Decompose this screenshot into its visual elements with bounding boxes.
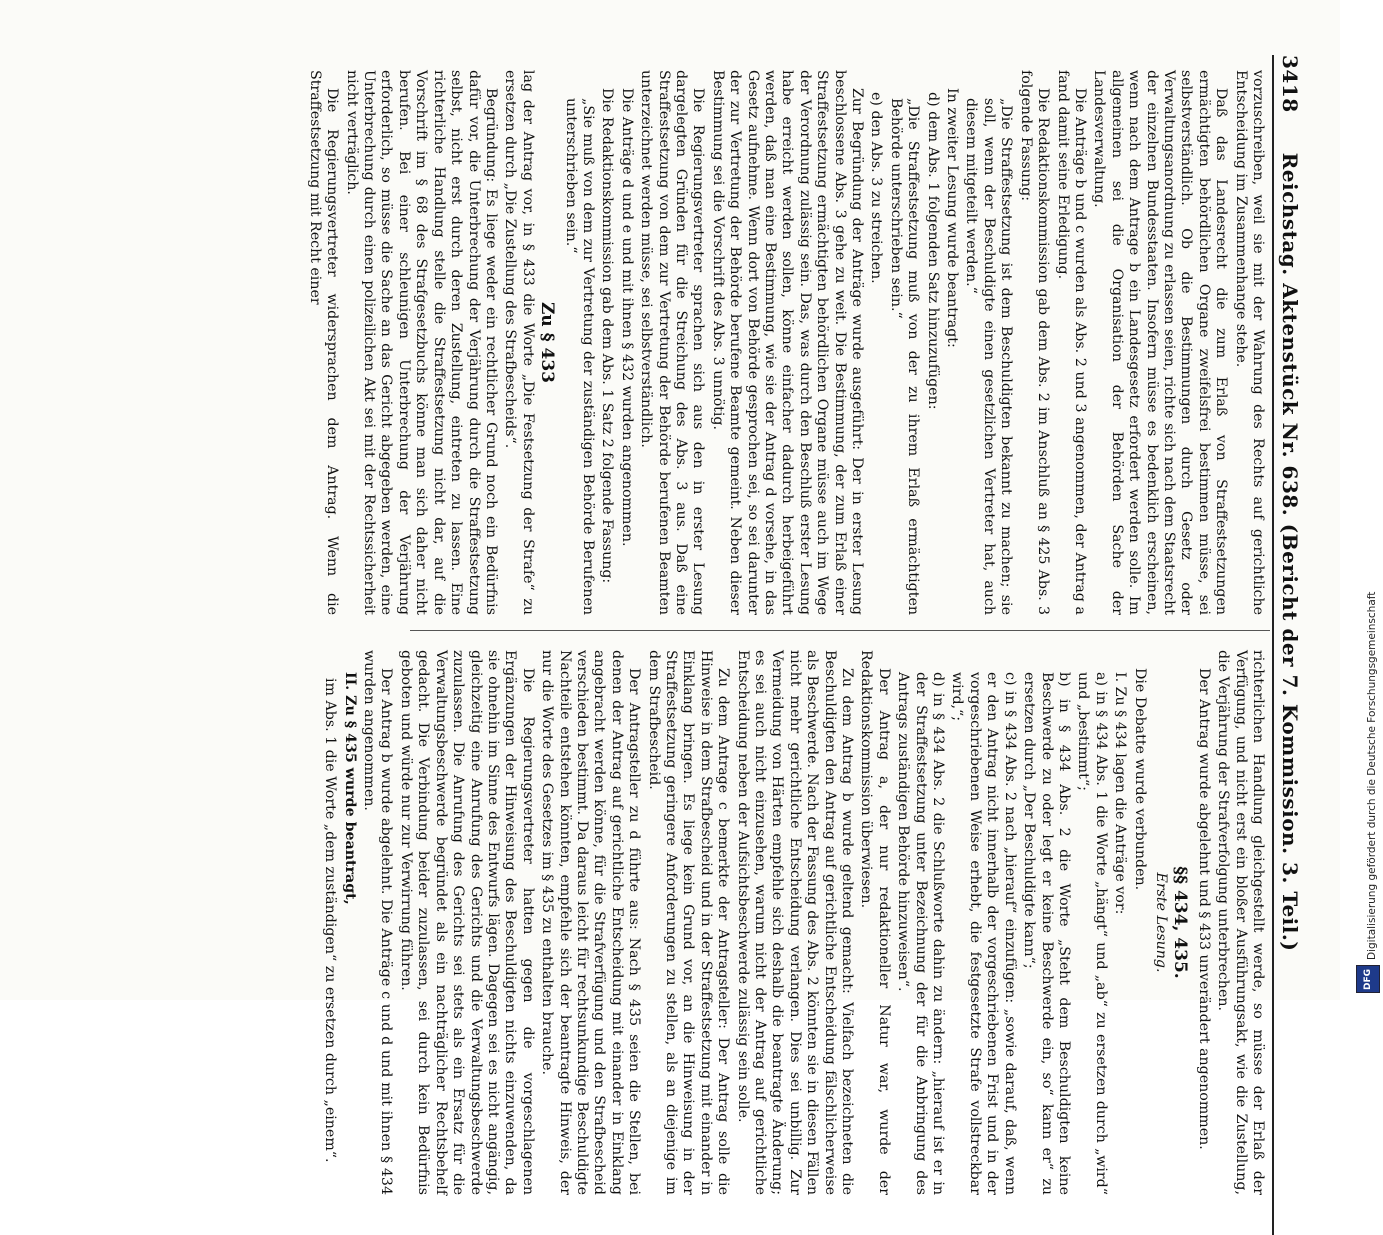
paragraph: Zu dem Antrag b wurde geltend gemacht: Vielfach bezeichneten die Beschuldigten den Antrag auf gerichtliche Entscheidung fälschlicherweise als Beschwerde. Nach der Fassung des Abs. 2 könnten sie in diesen Fällen nicht mehr gerichtliche Entscheidung verlangen. Dies sei unbillig. Zur Vermeidung von Härten empfehle sich deshalb die beantragte Änderung; es sei auch nicht einzusehen, warum nicht der Antrag auf gerichtliche Entscheidung neben der Aufsichtsbeschwerde zulässig sein solle. [734,650,856,1195]
paragraph: Die Redaktionskommission gab dem Abs. 2 im Anschluß an § 425 Abs. 3 folgende Fassung: [1017,70,1052,615]
paragraph: lag der Antrag vor, in § 433 die Worte „Die Festsetzung der Strafe“ zu ersetzen durch „Die Zustellung des Strafbescheids“. [502,70,536,615]
page-number: 3418 [1278,55,1302,113]
paragraph: d) dem Abs. 1 folgenden Satz hinzuzufügen: [924,92,941,410]
digitization-credit-strip [1355,0,1383,1000]
column-divider [410,630,1270,631]
paragraph: In zweiter Lesung wurde beantragt: [944,88,961,348]
paragraph: Begründung: Es liege weder ein rechtlicher Grund noch ein Bedürfnis dafür vor, die Unterbrechung der Verjährung durch die Straffestsetzung selbst, nicht erst durch deren Zustellung, eintreten zu lassen. Eine richterliche Handlung stelle die Straffestsetzung nicht dar, auf die Vorschrift im § 68 des Strafgesetzbuchs könne man sich daher nicht berufen. Bei einer schleunigen Unterbrechung der Verjährung erforderlich, so müsse die Sache an das Gericht abgegeben werden, eine Unterbrechung durch einen polizeilichen Akt sei mit der Rechtssicherheit nicht verträglich. [343,70,499,615]
paragraph: „Sie muß von dem zur Vertretung der zuständigen Behörde Berufenen unterschrieben sein.“ [562,98,596,615]
paragraph: „Die Straffestsetzung muß von der zu ihrem Erlaß ermächtigten Behörde unterschrieben sein.“ [887,98,922,615]
left-text-column [303,70,1266,615]
paragraph: b) in § 434 Abs. 2 die Worte „Steht dem Beschuldigten keine Beschwerde zu oder legt er keine Beschwerde ein, so“ kann er“ zu ersetzen durch „Der Beschuldigte kann“; [1021,672,1072,1195]
right-text-column [319,650,1266,1195]
paragraph: Der Antrag wurde abgelehnt und § 433 unverändert angenommen. [1195,668,1212,1150]
paragraph: c) in § 434 Abs. 2 nach „hierauf“ einzufügen: „sowie darauf, daß, wenn er den Antrag nicht innerhalb der vorgeschriebenen Frist und in der vorgeschriebenen Weise erhebt, die festgesetzte Strafe vollstreckbar wird,“; [949,672,1018,1195]
page-header [1272,55,1302,1235]
paragraph: Der Antragsteller zu d führte aus: Nach § 435 seien die Stellen, bei denen der Antrag auf gerichtliche Entscheidung mit einander in Einklang angebracht werden könne, für die Strafverfügung und den Strafbescheid verschieden bestimmt. Da daraus leicht für rechtsunkundige Beschuldigte Nachteile entstehen könnten, empfehle sich der beantragte Hinweis, der nur die Worte des Gesetzes im § 435 zu enthalten brauche. [539,650,643,1195]
paragraph: d) in § 434 Abs. 2 die Schlußworte dahin zu ändern: „hierauf ist er in der Straffestsetzung unter Bezeichnung der für die Anbringung des Antrags zuständigen Behörde hinzuweisen“. [895,672,947,1195]
paragraph: Die Debatte wurde verbunden. [1131,668,1148,891]
section-heading: Zu § 433 [537,302,558,383]
paragraph: Die Regierungsvertreter widersprachen dem Antrag. Wenn die Straffestsetzung mit Recht einer [306,70,341,615]
running-title: Reichstag. Aktenstück Nr. 638. (Bericht der 7. Kommission. 3. Teil.) [1278,152,1302,952]
section-heading: §§ 434, 435. [1170,866,1191,979]
dfg-logo-icon: DFG [1356,965,1380,993]
paragraph: richterlichen Handlung gleichgestellt werde, so müsse der Erlaß der Verfügung, und nicht erst ein bloßer Ausführungsakt, wie die Zustellung, die Verjährung der Strafverfolgung unterbrechen. [1215,650,1266,1195]
paragraph: vorzuschreiben, weil sie mit der Wahrung des Rechts auf gerichtliche Entscheidung im Zusammenhange stehe. [1232,70,1266,615]
paragraph: II. Zu § 435 wurde beantragt, [341,672,358,905]
paragraph: Daß das Landesrecht die zum Erlaß von Straffestsetzungen ermächtigten behördlichen Organe zweifelsfrei bestimmen müsse, sei selbstverständlich. Ob die Bestimmungen durch Gesetz oder Verwaltungsanordnung zu erlassen seien, richte sich nach dem Staatsrecht der einzelnen Bundesstaaten. Insofern müsse es bedenklich erscheinen, wenn nach dem Antrage b ein Landesgesetz erfordert werden solle. Im allgemeinen sei die Organisation der Behörden Sache der Landesverwaltung. [1091,70,1230,615]
paragraph: Die Anträge b und c wurden als Abs. 2 und 3 angenommen, der Antrag a fand damit seine Erledigung. [1054,70,1088,615]
paragraph: im Abs. 1 die Worte „dem zuständigen“ zu ersetzen durch „einem“. [322,678,339,1163]
paragraph: Zu dem Antrage c bemerkte der Antragsteller: Der Antrag solle die Hinweise in dem Strafbescheid und in der Straffestsetzung mit einander in Einklang bringen. Es liege kein Grund vor, an die Hinweisung in der Straffestsetzung geringere Anforderungen zu stellen, als an diejenige im dem Strafbescheid. [645,650,732,1195]
section-subheading: Erste Lesung. [1152,872,1169,973]
paragraph: Die Regierungsvertreter sprachen sich aus den in erster Lesung dargelegten Gründen für die Streichung des Abs. 3 aus. Daß eine Straffestsetzung von dem zur Vertretung der Behörde berufenen Beamten unterzeichnet werden müsse, sei selbstverständlich. [638,70,707,615]
paragraph: „Die Straffestsetzung ist dem Beschuldigten bekannt zu machen; sie soll, wenn der Beschuldigte einen gesetzlichen Vertreter hat, auch diesem mitgeteilt werden.“ [963,98,1015,615]
paragraph: Zur Begründung der Anträge wurde ausgeführt: Der in erster Lesung beschlossene Abs. 3 gehe zu weit. Die Bestimmung, der zum Erlaß einer Straffestsetzung ermächtigten behördlichen Organe müsse auch im Wege der Verordnung zulässig sein. Das, was durch den Beschluß erster Lesung habe erreicht werden sollen, könne einfacher dadurch herbeigeführt werden, daß man eine Bestimmung, wie sie der Antrag d vorsehe, in das Gesetz aufnehme. Wenn dort von Behörde gesprochen sei, so sei darunter der zur Vertretung der Behörde berufene Beamte gemeint. Neben dieser Bestimmung sei die Vorschrift des Abs. 3 unnötig. [709,70,866,615]
paragraph: Der Antrag b wurde abgelehnt. Die Anträge c und d und mit ihnen § 434 wurden angenommen. [361,650,395,1195]
paragraph: Die Anträge d und e und mit ihnen § 432 wurden angenommen. [618,88,635,547]
paragraph: Die Regierungsvertreter hatten gegen die vorgeschlagenen Ergänzungen der Hinweisung des Beschuldigten nichts einzuwenden, da sie ohnehin im Sinne des Entwurfs lägen. Dagegen sei es nicht angängig, gleichzeitig eine Anrufung des Gerichts und die Verwaltungsbeschwerde zuzulassen. Die Anrufung des Gerichts sei stets als ein Ersatz für die Verwaltungsbeschwerde begründet als ein nachträglicher Rechtsbehelf gedacht. Die Verbindung beider zuzulassen, sei durch kein Bedürfnis geboten und würde nur zur Verwirrung führen. [397,650,536,1195]
paragraph: e) den Abs. 3 zu streichen. [868,92,885,284]
digitization-credit-text: Digitalisierung gefördert durch die Deutsche Forschungsgemeinschaft [1366,591,1378,960]
paragraph: Der Antrag a, der nur redaktioneller Natur war, wurde der Redaktionskommission überwiesen. [858,650,892,1195]
paragraph: Die Redaktionskommission gab dem Abs. 1 Satz 2 folgende Fassung: [599,88,616,584]
paragraph: a) in § 434 Abs. 1 die Worte „hängt“ und „ab“ zu ersetzen durch „wird“ und „bestimmt“; [1075,672,1109,1195]
paragraph: I. Zu § 434 lagen die Anträge vor: [1112,672,1129,915]
